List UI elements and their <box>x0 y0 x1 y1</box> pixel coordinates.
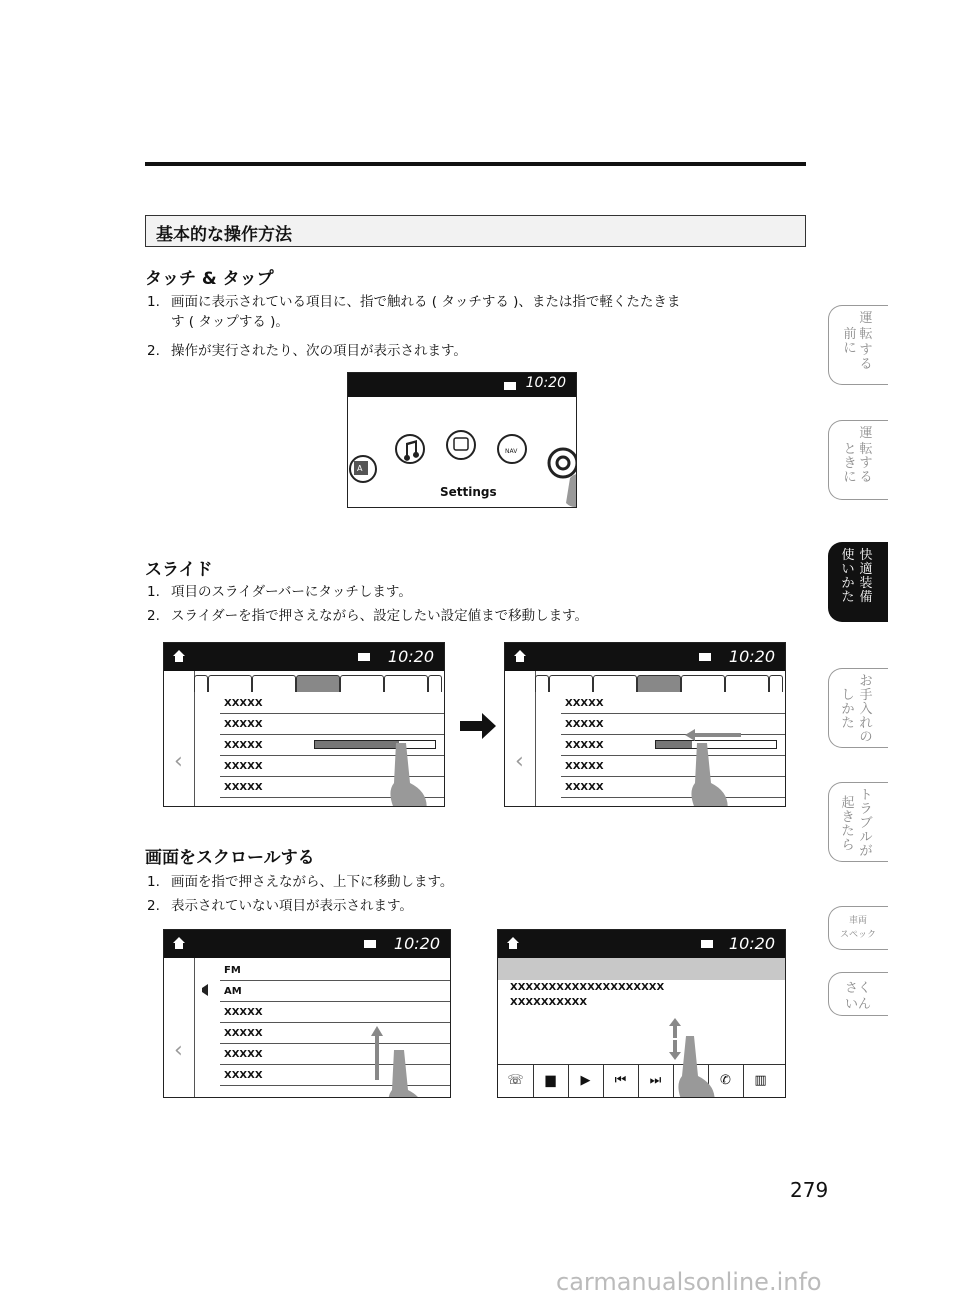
slide-step-1: 1. 項目のスライダーバーにタッチします。 <box>147 584 412 600</box>
scroll-step-2: 2. 表示されていない項目が表示されます。 <box>147 898 413 914</box>
back-chevron-icon: ‹ <box>174 1038 183 1063</box>
list-item: XXXXX <box>220 777 444 798</box>
page-number: 279 <box>790 1178 829 1202</box>
side-tab-while-driving[interactable]: 運 ときに 転する <box>828 420 888 500</box>
scroll-step-1: 1. 画面を指で押さえながら、上下に移動します。 <box>147 874 454 890</box>
list-item: FM <box>220 960 450 981</box>
list-item: XXXXX <box>561 714 785 735</box>
list-item: XXXXX <box>220 714 444 735</box>
side-tab-index[interactable]: さく いん <box>828 972 888 1016</box>
list-item: XXXXX <box>220 1065 450 1086</box>
list-item: XXXXX <box>220 693 444 714</box>
arrow-right-icon <box>458 711 498 741</box>
section-header <box>145 215 806 247</box>
app-label: A <box>357 464 363 473</box>
heading-touch: タッチ & タップ <box>145 269 274 289</box>
side-tab-comfort[interactable]: 快適装備 使いかた <box>828 542 888 622</box>
watermark: carmanualsonline.info <box>556 1268 822 1296</box>
clock: 10:20 <box>728 934 775 953</box>
header-rule <box>145 162 806 166</box>
list-item: AM <box>220 981 450 1002</box>
list-item: XXXXX <box>220 756 444 777</box>
speaker-icon <box>202 984 208 996</box>
list-item: XXXXX <box>561 756 785 777</box>
next-track-icon: ⏭ <box>638 1065 674 1097</box>
clock: 10:20 <box>525 375 566 391</box>
phone-menu-icon: ☏ <box>498 1065 534 1097</box>
list-item: XXXXX <box>561 693 785 714</box>
trash-icon: ▥ <box>754 1073 767 1088</box>
list-item: XXXXX <box>220 1044 450 1065</box>
clock: 10:20 <box>393 934 440 953</box>
finger-svg <box>164 930 451 1098</box>
finger-svg <box>498 930 786 1098</box>
list-item: XXXXX <box>220 735 444 756</box>
section-title: 基本的な操作方法 <box>156 225 292 245</box>
touch-step-2: 2. 操作が実行されたり、次の項目が表示されます。 <box>147 343 467 359</box>
side-tab-maintenance[interactable]: お手入れの しかた <box>828 668 888 748</box>
slide-screen-after <box>504 642 786 807</box>
clock: 10:20 <box>728 647 775 666</box>
track-subtitle: XXXXXXXXXX <box>510 997 588 1008</box>
nav-label: NAV <box>505 448 518 455</box>
track-title: XXXXXXXXXXXXXXXXXXXX <box>510 982 665 993</box>
list-item: XXXXX <box>561 735 785 756</box>
list-item: XXXXX <box>561 777 785 798</box>
settings-label: Settings <box>440 485 497 499</box>
scroll-screen-list <box>163 929 451 1098</box>
back-chevron-icon: ‹ <box>174 749 183 774</box>
heading-scroll: 画面をスクロールする <box>145 848 315 868</box>
folder-icon: ▆ <box>533 1065 569 1097</box>
side-tab-specs[interactable]: 車両 スペック <box>828 906 888 950</box>
prev-track-icon: ⏮ <box>603 1065 639 1097</box>
clock: 10:20 <box>387 647 434 666</box>
touch-screen-illustration <box>347 372 577 508</box>
call-icon: ✆ <box>708 1065 744 1097</box>
back-chevron-icon: ‹ <box>515 749 524 774</box>
finger-svg <box>164 643 445 807</box>
slide-screen-before <box>163 642 445 807</box>
side-tab-before-driving[interactable]: 運 前に 転 する <box>828 305 888 385</box>
scroll-screen-media <box>497 929 786 1098</box>
touch-step-1: 1. 画面に表示されている項目に、指で触れる ( タッチする )、または指で軽くたたきま す ( タップする )。 <box>147 294 681 330</box>
slide-step-2: 2. スライダーを指で押さえながら、設定したい設定値まで移動します。 <box>147 608 589 624</box>
play-icon: ▶ <box>568 1065 604 1097</box>
list-item: XXXXX <box>220 1002 450 1023</box>
finger-svg <box>505 643 786 807</box>
heading-slide: スライド <box>145 560 213 580</box>
side-tab-trouble[interactable]: トラブルが 起きたら <box>828 782 888 862</box>
list-item: XXXXX <box>220 1023 450 1044</box>
